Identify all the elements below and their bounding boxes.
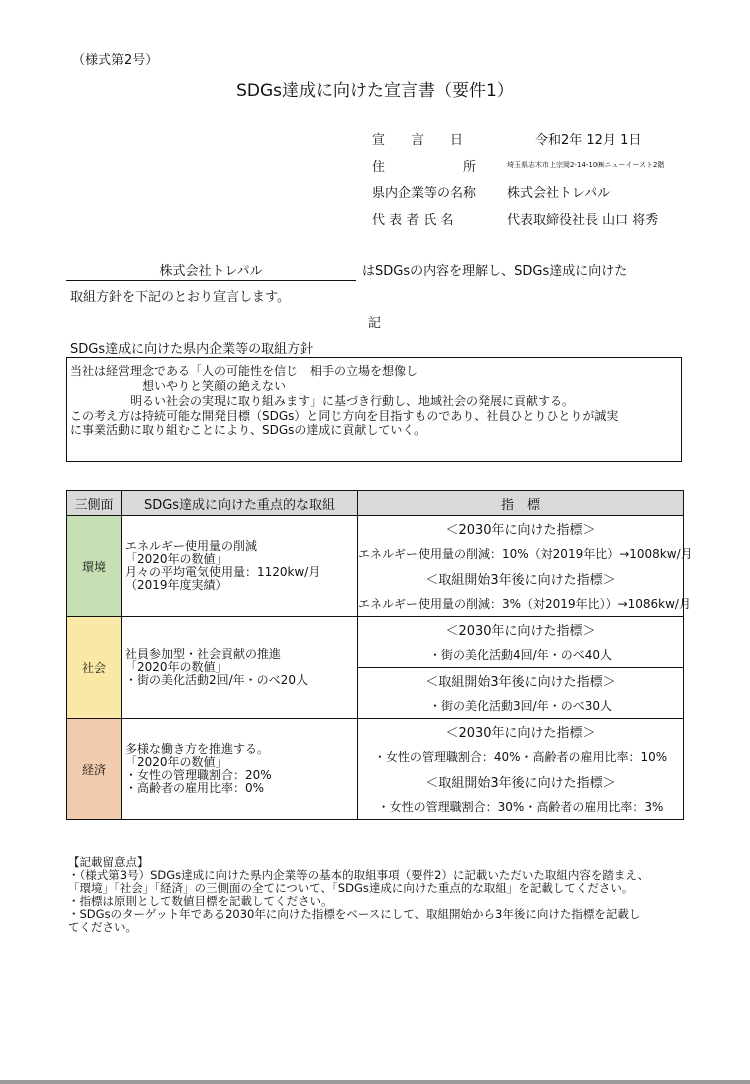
policy-line: 明るい社会の実現に取り組みます」に基づき行動し、地域社会の発展に貢献する。 <box>70 394 575 408</box>
date-value: 令和2年 12月 1日 <box>535 133 642 148</box>
aspect-society: 社会 <box>67 617 122 719</box>
header-aspect: 三側面 <box>67 491 122 516</box>
notes-title: 【記載留意点】 <box>68 855 149 869</box>
aspect-economy: 経済 <box>67 719 122 820</box>
note-line: てください。 <box>68 920 137 934</box>
action-line: （2019年度実績） <box>125 578 228 592</box>
action-society <box>122 617 358 719</box>
indicator-2030-heading: ＜2030年に向けた指標＞ <box>358 719 684 745</box>
table-row-economy <box>67 719 684 745</box>
indicator-2030-value: ・女性の管理職割合：40%・高齢者の雇用比率：10% <box>358 744 684 769</box>
declaration-line-1: はSDGsの内容を理解し、SDGs達成に向けた <box>362 264 628 279</box>
sdgs-table <box>66 490 693 820</box>
policy-line: 想いやりと笑顔の絶えない <box>70 379 287 393</box>
indicator-2030-value: エネルギー使用量の削減：10%（対2019年比）→1008kw/月 <box>358 541 684 566</box>
action-line: 多様な働き方を推進する。 <box>125 742 270 756</box>
header-indicator: 指 標 <box>358 491 684 516</box>
policy-title: SDGs達成に向けた県内企業等の取組方針 <box>70 342 314 357</box>
header-action: SDGs達成に向けた重点的な取組 <box>122 491 358 516</box>
indicator-3yr-value: エネルギー使用量の削減：3%（対2019年比））→1086kw/月 <box>358 591 684 617</box>
page-title: SDGs達成に向けた宣言書（要件1） <box>236 81 514 101</box>
indicator-3yr-heading: ＜取組開始3年後に向けた指標＞ <box>358 566 684 591</box>
policy-line: 当社は経営理念である「人の可能性を信じ 相手の立場を想像し <box>70 364 419 378</box>
indicator-3yr-heading: ＜取組開始3年後に向けた指標＞ <box>358 668 684 694</box>
action-environment <box>122 516 358 617</box>
action-economy <box>122 719 358 820</box>
indicator-3yr-value: ・女性の管理職割合：30%・高齢者の雇用比率：3% <box>358 794 684 820</box>
representative-label: 代 表 者 氏 名 <box>372 213 454 228</box>
note-line: 「環境」「社会」「経済」の三側面の全てについて、「SDGs達成に向けた重点的な取組」を記載してください。 <box>68 881 634 895</box>
date-label: 宣 言 日 <box>372 133 464 148</box>
table-row-environment <box>67 516 684 542</box>
note-line: ・指標は原則として数値目標を記載してください。 <box>68 894 333 908</box>
policy-line: に事業活動に取り組むことにより、SDGsの達成に貢献していく。 <box>70 423 427 437</box>
aspect-environment: 環境 <box>67 516 122 617</box>
action-line: ・高齢者の雇用比率：0% <box>125 781 265 795</box>
action-line: ・女性の管理職割合：20% <box>125 768 272 782</box>
declaration-line-2: 取組方針を下記のとおり宣言します。 <box>70 290 290 305</box>
indicator-2030-value: ・街の美化活動4回/年・のべ40人 <box>358 642 684 668</box>
company-label: 県内企業等の名称 <box>372 186 477 201</box>
representative-value: 代表取締役社長 山口 将秀 <box>507 213 659 228</box>
indicator-3yr-value: ・街の美化活動3回/年・のべ30人 <box>358 693 684 719</box>
action-line: 「2020年の数値」 <box>125 755 228 769</box>
indicator-3yr-heading: ＜取組開始3年後に向けた指標＞ <box>358 769 684 794</box>
declaration-company: 株式会社トレパル <box>159 264 263 279</box>
indicator-2030-heading: ＜2030年に向けた指標＞ <box>358 617 684 643</box>
table-row-society <box>67 617 684 643</box>
policy-box <box>66 357 682 462</box>
action-line: 「2020年の数値」 <box>125 660 228 674</box>
note-line: ・SDGsのターゲット年である2030年に向けた指標をベースにして、取組開始から3年後に向けた指標を記載し <box>68 907 641 921</box>
policy-line: この考え方は持続可能な開発目標（SDGs）と同じ方向を目指すものであり、社員ひとりひとりが誠実 <box>70 409 619 423</box>
action-line: エネルギー使用量の削減 <box>125 539 258 553</box>
address-label: 住 所 <box>372 160 477 175</box>
note-line: ・（様式第3号）SDGs達成に向けた県内企業等の基本的取組事項（要件2）に記載いただいた取組内容を踏まえ、 <box>68 868 650 882</box>
action-line: 「2020年の数値」 <box>125 552 228 566</box>
action-line: ・街の美化活動2回/年・のべ20人 <box>125 673 308 687</box>
form-number: （様式第2号） <box>72 53 159 68</box>
indicator-2030-heading: ＜2030年に向けた指標＞ <box>358 516 684 542</box>
notes-section <box>68 856 649 934</box>
action-line: 社員参加型・社会貢献の推進 <box>125 647 282 661</box>
ki-heading: 記 <box>368 316 382 331</box>
page-bottom-edge <box>0 1080 750 1084</box>
action-line: 月々の平均電気使用量：1120kw/月 <box>125 565 321 579</box>
company-value: 株式会社トレパル <box>507 186 611 201</box>
address-value: 埼玉県志木市上宗岡2-14-10㈱ニューイースト2階 <box>507 161 665 169</box>
